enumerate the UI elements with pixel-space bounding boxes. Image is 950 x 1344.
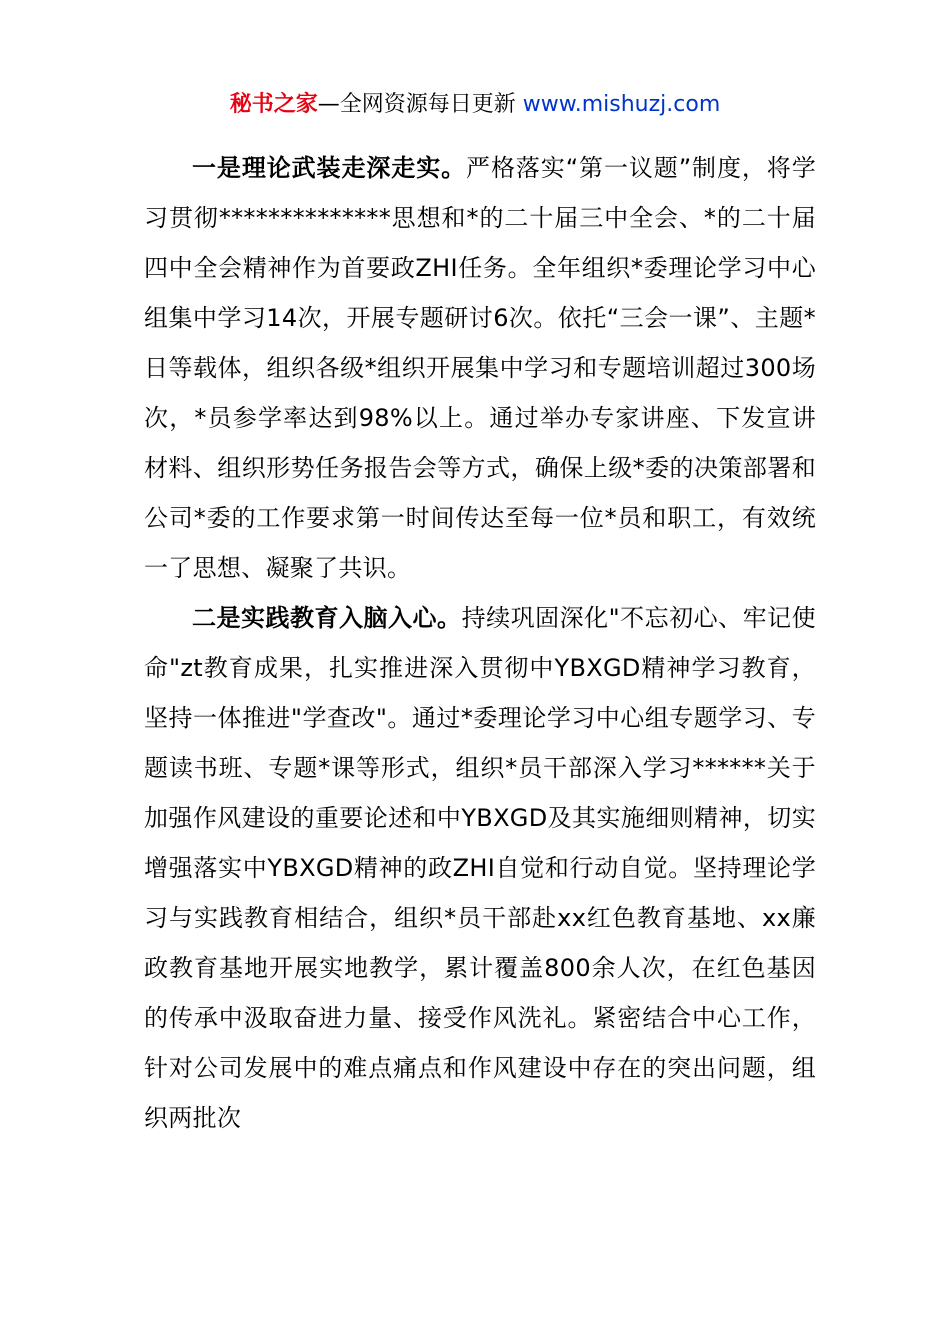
paragraph-practice [144,593,816,1143]
paragraph-theory [144,143,816,593]
site-header [0,88,950,122]
paragraph-text: 持续巩固深化"不忘初心、牢记使命"zt教育成果，扎实推进深入贯彻中YBXGD精神学习教育，坚持一体推进"学查改"。通过*委理论学习中心组专题学习、专题读书班、专题*课等形式，组织*员干部深入学习******关于加强作风建设的重要论述和中YBXGD及其实施细则精神，切实增强落实中YBXGD精神的政ZHI自觉和行动自觉。坚持理论学习与实践教育相结合，组织*员干部赴xx红色教育基地、xx廉政教育基地开展实地教学，累计覆盖800余人次，在红色基因的传承中汲取奋进力量、接受作风洗礼。紧密结合中心工作，针对公司发展中的难点痛点和作风建设中存在的突出问题，组织两批次 [144,604,816,1132]
paragraph-heading: 二是实践教育入脑入心。 [192,604,462,632]
paragraph-heading: 一是理论武装走深走实。 [192,154,467,182]
site-brand: 秘书之家 [229,92,318,117]
site-tagline: —全网资源每日更新 [317,92,523,117]
document-body [144,143,816,1143]
paragraph-text: 严格落实“第一议题”制度，将学习贯彻**************思想和*的二十届三中全会、*的二十届四中全会精神作为首要政ZHI任务。全年组织*委理论学习中心组集中学习14次，开展专题研讨6次。依托“三会一课”、主题*日等载体，组织各级*组织开展集中学习和专题培训超过300场次，*员参学率达到98%以上。通过举办专家讲座、下发宣讲材料、组织形势任务报告会等方式，确保上级*委的决策部署和公司*委的工作要求第一时间传达至每一位*员和职工，有效统一了思想、凝聚了共识。 [144,154,816,582]
site-url[interactable]: www.mishuzj.com [522,92,721,117]
